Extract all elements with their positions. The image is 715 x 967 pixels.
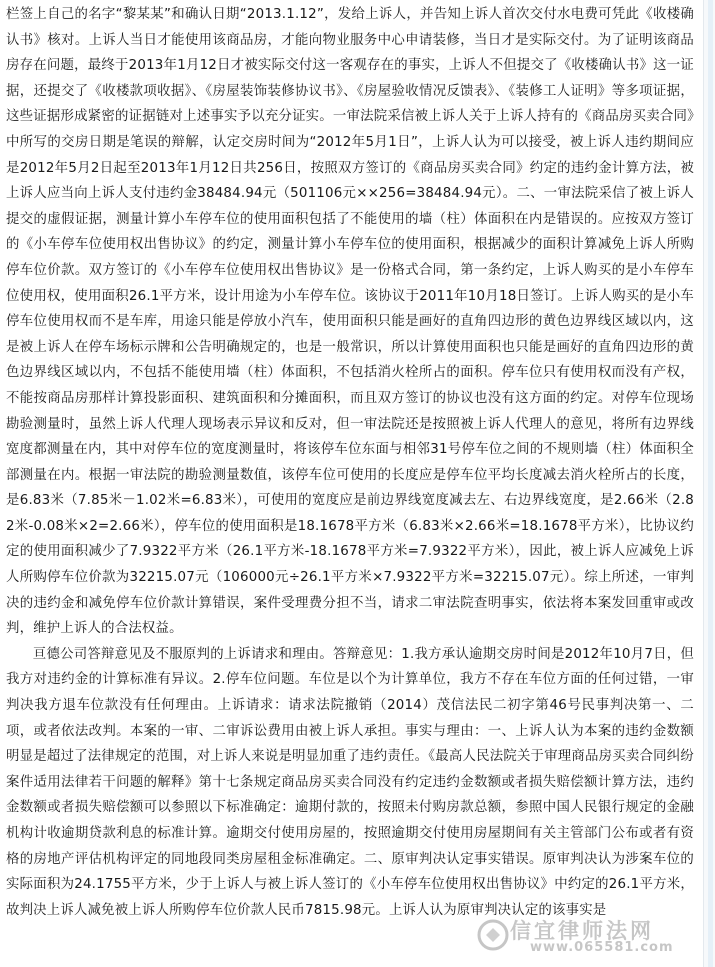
- paragraph-appellant-reasons: 栏签上自己的名字“黎某某”和确认日期“2013.1.12”，发给上诉人，并告知上诉人首次交付水电费可凭此《收楼确认书》核对。上诉人当日才能使用该商品房，才能向物业服务中心申请装修，当日才是实际交付。为了证明该商品房存在问题，最终于2013年1月12日才被实际交付这一客观存在的事实，上诉人不但提交了《收楼确认书》这一证据，还提交了《收楼款项收据》、《房屋装饰装修协议书》、《房屋验收情况反馈表》、《装修工人证明》等多项证据，这些证据形成紧密的证据链对上述事实予以充分证实。一审法院采信被上诉人关于上诉人持有的《商品房买卖合同》中所写的交房日期是笔误的辩解，认定交房时间为“2012年5月1日”，上诉人认为可以接受，被上诉人违约期间应是2012年5月2日起至2013年1月12日共256日，按照双方签订的《商品房买卖合同》约定的违约金计算方法，被上诉人应当向上诉人支付违约金38484.94元（501106元××256=38484.94元）。二、一审法院采信了被上诉人提交的虚假证据，测量计算小车停车位的使用面积包括了不能使用的墙（柱）体面积在内是错误的。应按双方签订的《小车停车位使用权出售协议》的约定，测量计算小车停车位的使用面积，根据减少的面积计算减免上诉人所购停车位价款。双方签订的《小车停车位使用权出售协议》是一份格式合同，第一条约定，上诉人购买的是小车停车位使用权，使用面积26.1平方米，设计用途为小车停车位。该协议于2011年10月18日签订。上诉人购买的是小车停车位使用权而不是车库，用途只能是停放小汽车，使用面积只能是画好的直角四边形的黄色边界线区域以内，这是被上诉人在停车场标示牌和公告明确规定的，也是一般常识，所以计算使用面积也只能是画好的直角四边形的黄色边界线区域以内，不包括不能使用墙（柱）体面积，不包括消火栓所占的面积。停车位只有使用权而没有产权，不能按商品房那样计算投影面积、建筑面积和分摊面积，而且双方签订的协议也没有这方面的约定。对停车位现场勘验测量时，虽然上诉人代理人现场表示异议和反对，但一审法院还是按照被上诉人代理人的意见，将所有边界线宽度都测量在内，其中对停车位的宽度测量时，将该停车位东面与相邻31号停车位之间的不规则墙（柱）体面积全部测量在内。根据一审法院的勘验测量数值，该停车位可使用的长度应是停车位平均长度减去消火栓所占的长度，是6.83米（7.85米－1.02米=6.83米），可使用的宽度应是前边界线宽度减去左、右边界线宽度，是2.66米（2.82米-0.08米×2=2.66米），停车位的使用面积是18.1678平方米（6.83米×2.66米=18.1678平方米），比协议约定的使用面积减少了7.9322平方米（26.1平方米-18.1678平方米=7.9322平方米），因此，被上诉人应减免上诉人所购停车位价款为32215.07元（106000元÷26.1平方米×7.9322平方米=32215.07元）。综上所述，一审判决的违约金和减免停车位价款计算错误，案件受理费分担不当，请求二审法院查明事实，依法将本案发回重审或改判，维护上诉人的合法权益。: [6, 7, 694, 637]
- watermark-url: www.065581.com: [530, 940, 674, 955]
- scrollbar-accent: [708, 0, 713, 967]
- paragraph-respondent-reply: 亘德公司答辩意见及不服原判的上诉请求和理由。答辩意见：1.我方承认逾期交房时间是2012年10月7日，但我方对违约金的计算标准有异议。2.停车位问题。车位是以个为计算单位，我方不存在车位方面的任何过错，一审判决我方退车位款没有任何理由。上诉请求：请求法院撤销（2014）茂信法民二初字第46号民事判决第一、二项，或者依法改判。本案的一审、二审诉讼费用由被上诉人承担。事实与理由：一、上诉人认为本案的违约金数额明显是超过了法律规定的范围，对上诉人来说是明显加重了违约责任。《最高人民法院关于审理商品房买卖合同纠纷案件适用法律若干问题的解释》第十七条规定商品房买卖合同没有约定违约金数额或者损失赔偿额计算方法，违约金数额或者损失赔偿额可以参照以下标准确定：逾期付款的，按照未付购房款总额，参照中国人民银行规定的金融机构计收逾期贷款利息的标准计算。逾期交付使用房屋的，按照逾期交付使用房屋期间有关主管部门公布或者有资格的房地产评估机构评定的同地段同类房屋租金标准确定。二、原审判决认定事实错误。原审判决认为涉案车位的实际面积为24.1755平方米，少于上诉人与被上诉人签订的《小车停车位使用权出售协议》中约定的26.1平方米，故判决上诉人减免被上诉人所购停车位价款人民币7815.98元。上诉人认为原审判决认定的该事实是: [6, 646, 694, 918]
- watermark-text: 信宜律师法网: [510, 919, 654, 943]
- document-body: [6, 2, 694, 923]
